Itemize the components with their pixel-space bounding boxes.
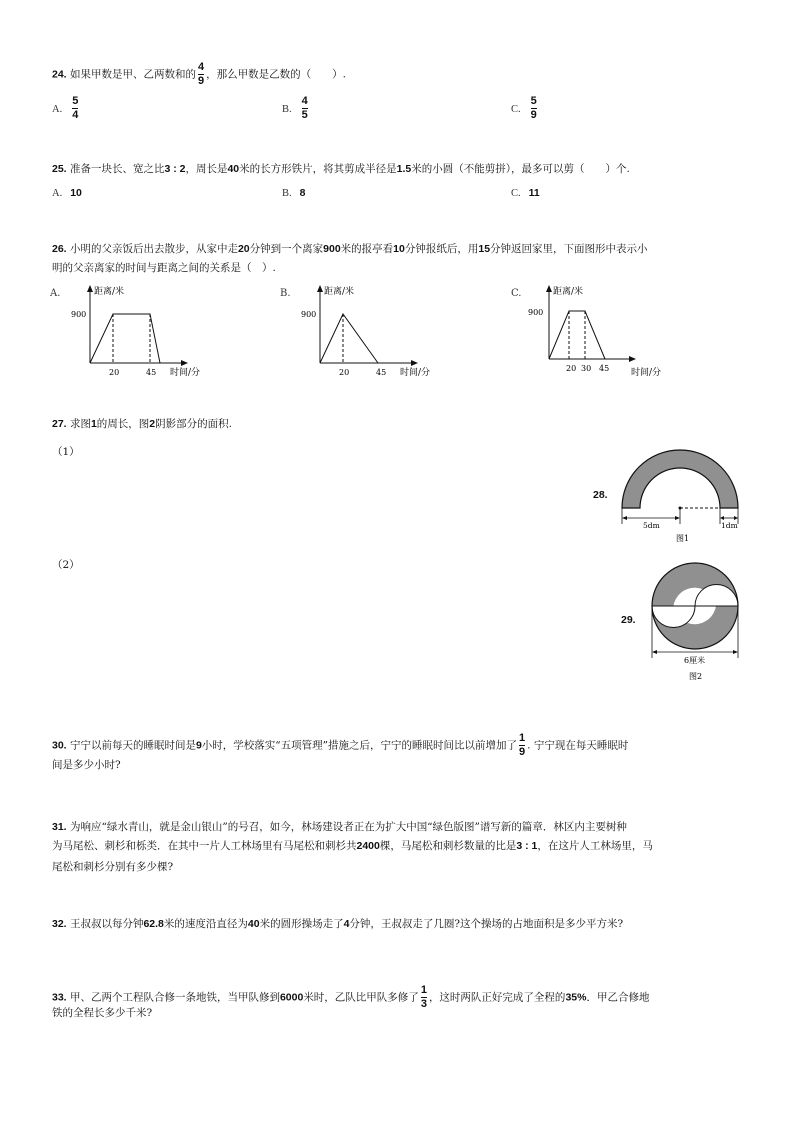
- q24-option-a[interactable]: A. $\frac{5}{4}$: [52, 95, 79, 121]
- q24-frac-den: 9: [197, 75, 205, 87]
- q30-number: 30.: [52, 739, 67, 752]
- x-tick: 45: [146, 368, 157, 377]
- dim-1dm: 1dm: [721, 521, 738, 530]
- x-tick: 30: [581, 364, 592, 373]
- q25-perimeter: 40: [227, 163, 240, 175]
- q25-text: 米的小圆（不能剪拼），最多可以剪（ ）个.: [411, 163, 630, 175]
- q31-stem-line2: 为马尾松、刺杉和栎类．在其中一片人工林场里有马尾松和刺杉共2400棵，马尾松和刺杉数量的比是3 : 1，在这片人工林场里，马: [52, 840, 653, 852]
- q25-text: ，周长是: [185, 163, 228, 175]
- y-axis-label: 距离/米: [324, 287, 355, 297]
- x-tick: 45: [376, 368, 387, 377]
- q30-stem-line1: 30. 宁宁以前每天的睡眠时间是9小时，学校落实“五项管理”措施之后，宁宁的睡眠时间比以前增加了 $\frac{1}{9}$ . 宁宁现在每天睡眠时: [52, 732, 629, 758]
- q25-ratio: 3 : 2: [164, 163, 186, 175]
- q31-stem-line3: 尾松和刺杉分别有多少棵?: [52, 861, 174, 873]
- q25-number: 25.: [52, 163, 67, 175]
- q30-fraction: $\frac{1}{9}$: [519, 732, 526, 758]
- graph-line: [549, 311, 605, 359]
- q24-frac-num: 4: [197, 61, 205, 73]
- option-label: A.: [52, 103, 63, 115]
- q24-option-c[interactable]: C. $\frac{5}{9}$: [511, 95, 537, 121]
- q27-stem: 27. 求图1的周长，图2阴影部分的面积.: [52, 418, 232, 430]
- dim-6cm: 6厘米: [684, 656, 706, 665]
- figure-caption: 图2: [689, 672, 703, 681]
- x-axis-label: 时间/分: [631, 368, 662, 378]
- y-tick: 900: [71, 310, 87, 319]
- q32-stem: 32. 王叔叔以每分钟62.8米的速度沿直径为40米的圆形操场走了4分钟，王叔叔走了几圈?这个操场的占地面积是多少平方米?: [52, 918, 624, 930]
- dim-5dm: 5dm: [643, 521, 660, 530]
- q26-stem-line1: 26. 小明的父亲饭后出去散步，从家中走20分钟到一个离家900米的报亭看10分钟报纸后，用15分钟返回家里，下面图形中表示小: [52, 243, 648, 255]
- q24-option-b[interactable]: B. $\frac{4}{5}$: [282, 95, 308, 121]
- q25-option-b[interactable]: B. 8: [282, 187, 306, 199]
- q25-stem: [52, 161, 630, 176]
- q25-radius: 1.5: [396, 163, 412, 175]
- q33-fraction: $\frac{1}{3}$: [420, 984, 427, 1010]
- q25-text: 准备一块长、宽之比: [69, 163, 165, 175]
- graph-line: [320, 314, 378, 363]
- figure-caption: 图1: [676, 534, 690, 543]
- q24-fraction: [198, 62, 204, 87]
- q27-part2: （2）: [52, 559, 80, 571]
- fig28-number: 28.: [593, 489, 608, 501]
- q31-stem-line1: 31. 为响应“绿水青山，就是金山银山”的号召，如今，林场建设者正在为扩大中国“绿色版图”谱写新的篇章．林区内主要树种: [52, 821, 627, 833]
- y-axis-label: 距离/米: [553, 287, 584, 297]
- graph-label: B.: [280, 288, 291, 299]
- q24-stem: [52, 62, 346, 87]
- y-axis-label: 距离/米: [94, 287, 125, 297]
- q27-number: 27.: [52, 418, 67, 430]
- q25-option-c[interactable]: C. 11: [511, 187, 540, 199]
- q33-stem-line1: 33. 甲、乙两个工程队合修一条地铁，当甲队修到6000米时，乙队比甲队多修了 $\frac{1}{3}$ ，这时两队正好完成了全程的35%．甲乙合修地: [52, 984, 650, 1010]
- figure-2: [645, 560, 745, 685]
- half-ring-shaded: [622, 450, 738, 508]
- q33-number: 33.: [52, 991, 67, 1004]
- q27-part1: （1）: [52, 446, 80, 458]
- q31-number: 31.: [52, 821, 67, 833]
- graph-label: C.: [511, 288, 522, 299]
- x-tick: 20: [109, 368, 120, 377]
- q26-number: 26.: [52, 243, 67, 255]
- q24-text-a: 如果甲数是甲、乙两数和的: [69, 68, 196, 81]
- q33-stem-line2: 铁的全程长多少千米?: [52, 1007, 153, 1019]
- q32-number: 32.: [52, 918, 67, 930]
- y-tick: 900: [301, 310, 317, 319]
- q24-number: 24.: [52, 68, 67, 81]
- x-axis-label: 时间/分: [400, 368, 431, 378]
- q26-graph-b[interactable]: [280, 283, 480, 378]
- x-tick: 20: [339, 368, 350, 377]
- graph-label: A.: [50, 288, 61, 299]
- x-tick: 20: [566, 364, 577, 373]
- q26-graph-c[interactable]: [509, 283, 709, 378]
- q24-text-b: ，那么甲数是乙数的（ ）.: [206, 68, 346, 81]
- option-label: C.: [511, 103, 521, 115]
- q25-text: 米的长方形铁片，将其剪成半径是: [239, 163, 397, 175]
- fig29-number: 29.: [621, 614, 636, 626]
- option-label: B.: [282, 103, 292, 115]
- figure-1: [615, 448, 745, 546]
- x-tick: 45: [599, 364, 610, 373]
- q26-stem-line2: 明的父亲离家的时间与距离之间的关系是（ ）.: [52, 262, 276, 274]
- q26-graph-a[interactable]: [50, 283, 250, 378]
- y-tick: 900: [528, 308, 544, 317]
- x-axis-label: 时间/分: [170, 368, 201, 378]
- q25-option-a[interactable]: A. 10: [52, 187, 82, 199]
- q30-stem-line2: 间是多少小时?: [52, 759, 121, 771]
